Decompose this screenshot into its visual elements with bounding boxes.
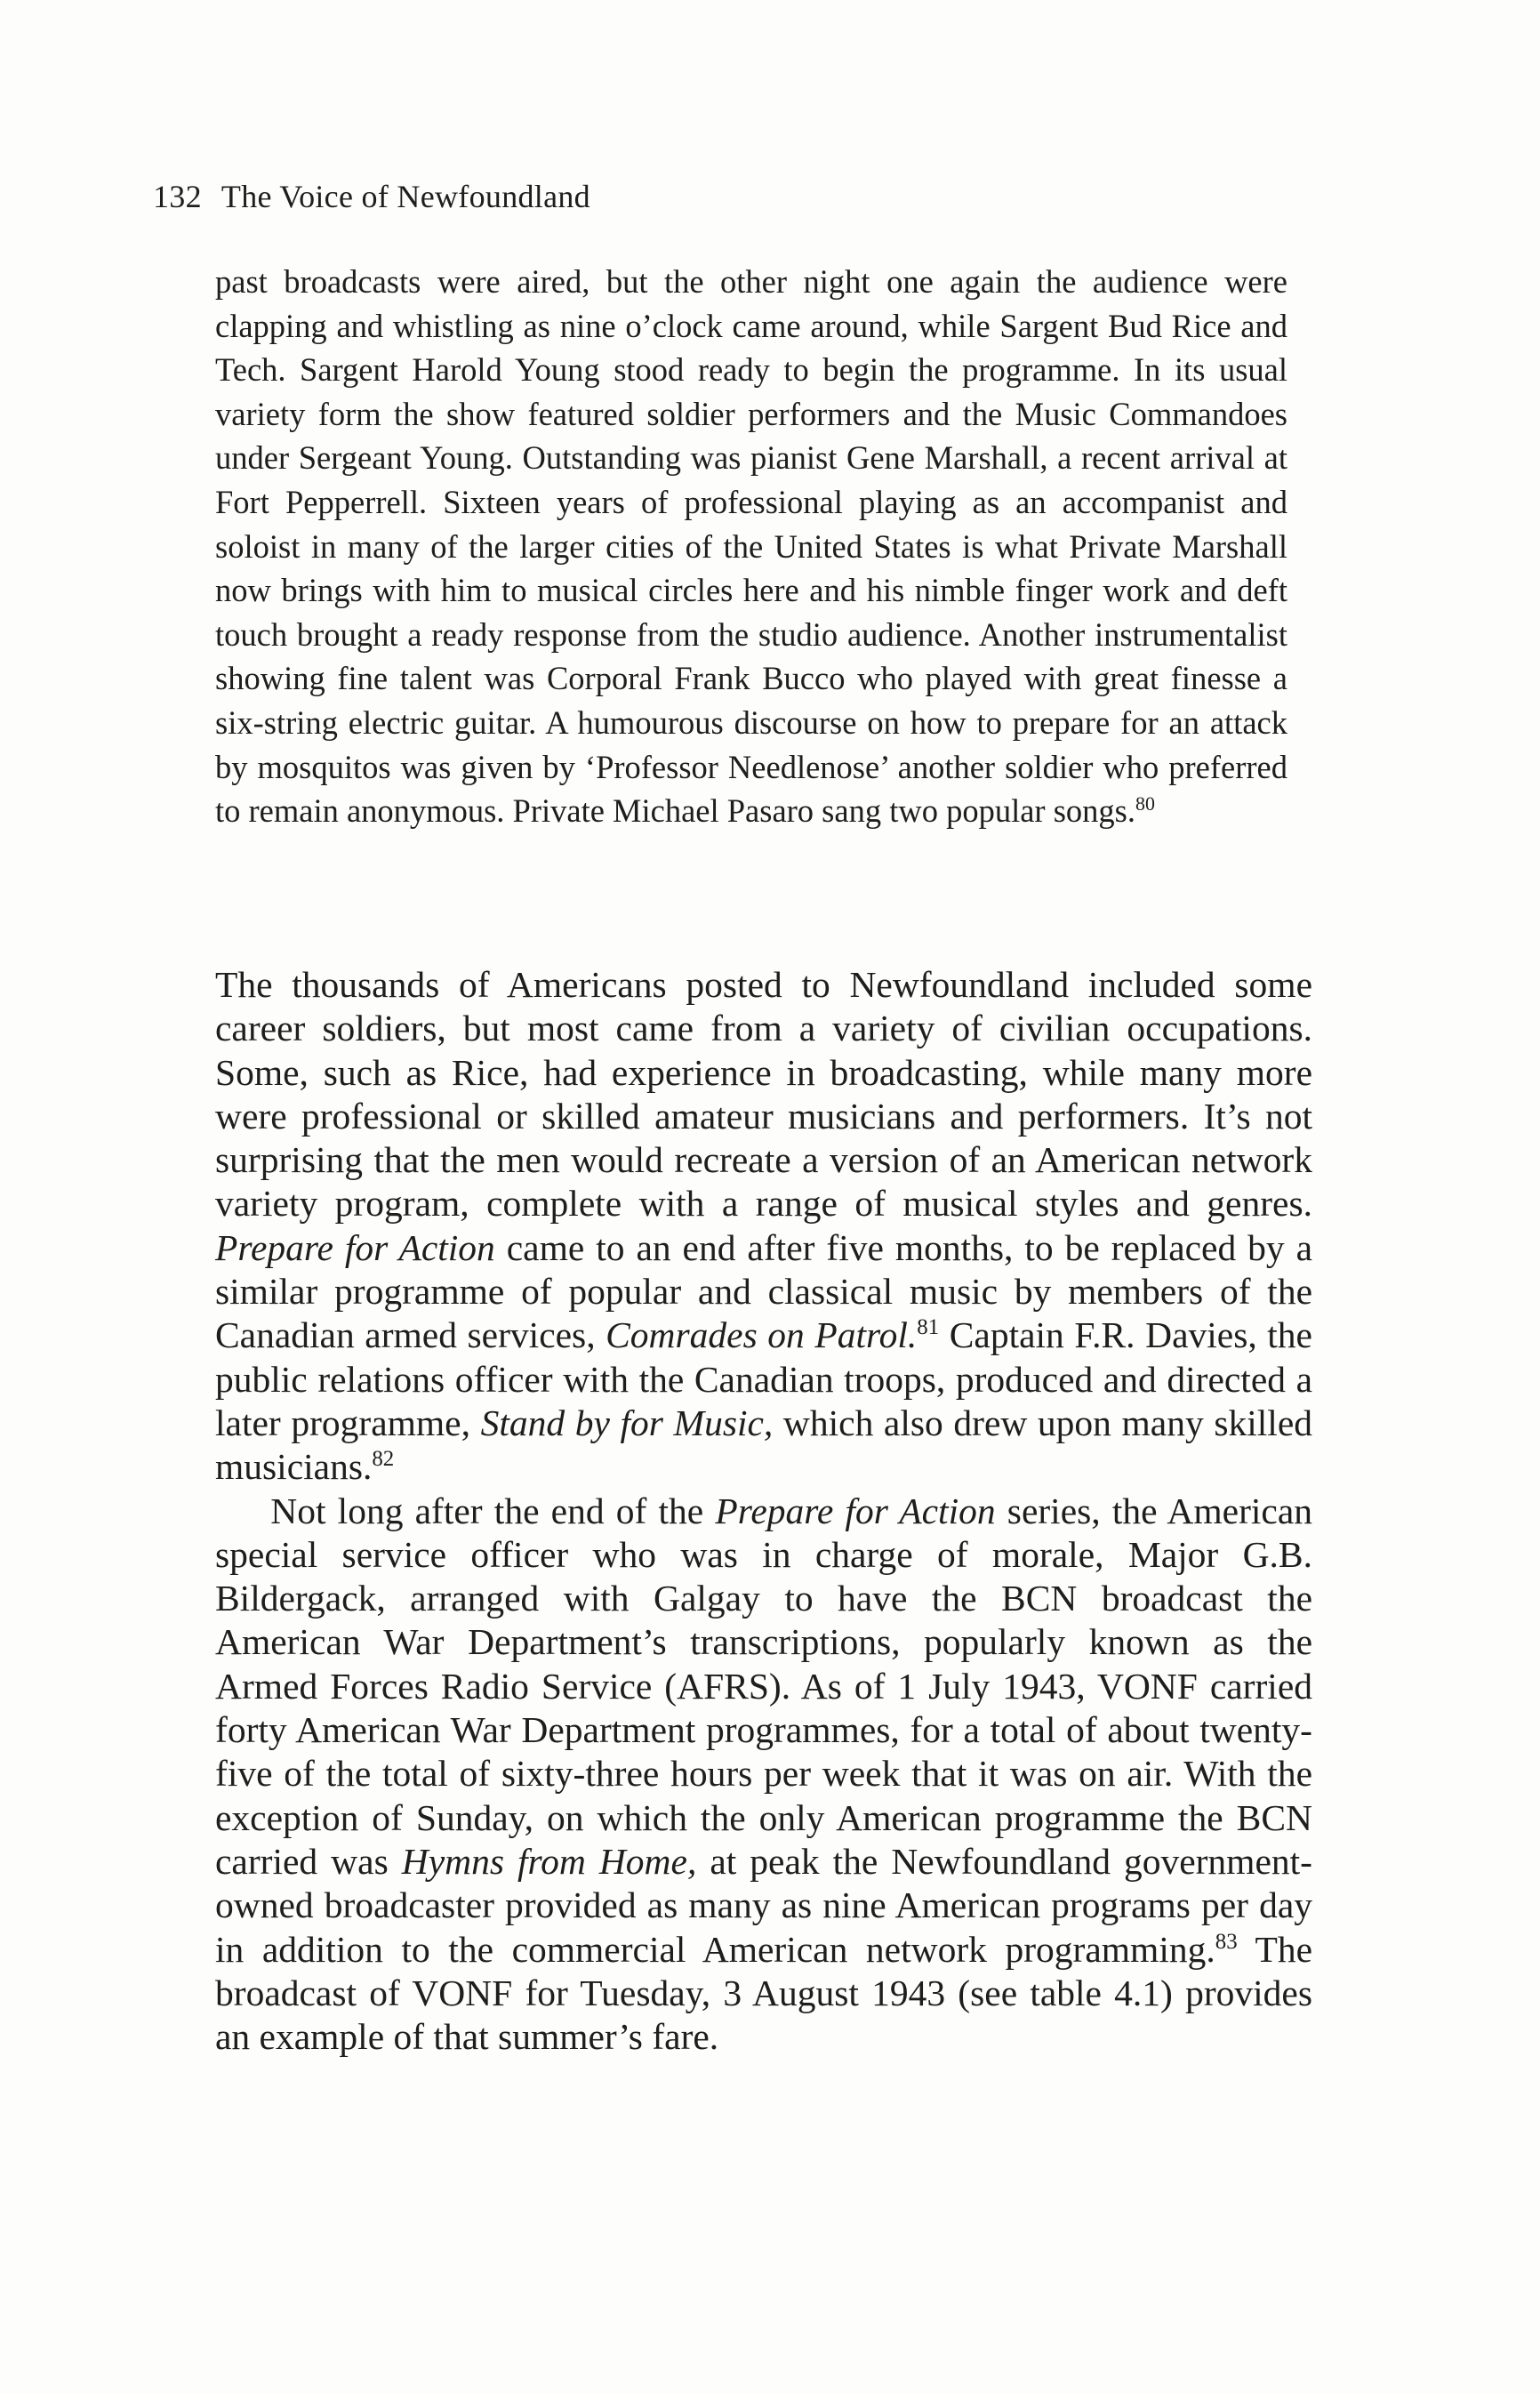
paragraph: [215, 963, 1312, 1490]
block-quote: [215, 260, 1287, 833]
paragraph-text: series, the American special service officer who was in charge of morale, Major G.B. Bildergack, arranged with Galgay to have the BCN broadcast the American War Department’s transcriptions, popularly known as the Armed Forces Radio Service (AFRS). As of 1 July 1943, VONF carried forty American War Department programmes, for a total of about twenty-five of the total of sixty-three hours per week that it was on air. With the exception of Sunday, on which the only American programme the BCN carried was: [215, 1490, 1313, 1882]
footnote-ref-82: 82: [372, 1447, 395, 1472]
programme-title: Prepare for Action: [215, 1226, 495, 1268]
paragraph-text: The thousands of Americans posted to Newfoundland included some career soldiers, but most came from a variety of civilian occupations. Some, such as Rice, had experience in broadcasting, while many more were professional or skilled amateur musicians and performers. It’s not surprising that the men would recreate a version of an American network variety program, complete with a range of musical styles and genres.: [215, 964, 1312, 1225]
programme-title: Hymns from Home,: [401, 1840, 697, 1882]
programme-title: Prepare for Action: [715, 1490, 996, 1531]
footnote-ref-83: 83: [1215, 1929, 1238, 1954]
paragraph-text: which also drew upon many skilled musicians.: [215, 1402, 1312, 1488]
page-number: 132: [153, 179, 202, 214]
running-head: [153, 178, 590, 215]
quote-text: past broadcasts were aired, but the other night one again the audience were clapping and whistling as nine o’clock came around, while Sargent Bud Rice and Tech. Sargent Harold Young stood ready to begin the programme. In its usual variety form the show featured soldier performers and the Music Commandoes under Sergeant Young. Outstanding was pianist Gene Marshall, a recent arrival at Fort Pepperrell. Sixteen years of professional playing as an accompanist and soloist in many of the larger cities of the United States is what Private Marshall now brings with him to musical circles here and his nimble finger work and deft touch brought a ready response from the studio audience. Another instrumentalist showing fine talent was Corporal Frank Bucco who played with great finesse a six-string electric guitar. A humourous discourse on how to prepare for an attack by mosquitos was given by ‘Professor Needlenose’ another soldier who preferred to remain anonymous. Private Michael Pasaro sang two popular songs.: [215, 263, 1287, 830]
footnote-ref-81: 81: [917, 1315, 940, 1340]
footnote-ref-80: 80: [1135, 791, 1155, 815]
programme-title: Stand by for Music,: [480, 1402, 774, 1443]
body-text: [215, 963, 1312, 2059]
paragraph: [215, 1490, 1312, 2060]
paragraph-text: at peak the Newfoundland government-owned broadcaster provided as many as nine American programs per day in addition to the commercial American network programming.: [215, 1840, 1312, 1970]
paragraph-text: came to an end after five months, to be replaced by a similar programme of popular and classical music by members of the Canadian armed services,: [215, 1226, 1313, 1356]
paragraph-text: Captain F.R. Davies, the public relations officer with the Canadian troops, produced and directed a later programme,: [215, 1314, 1312, 1443]
paragraph-text: The broadcast of VONF for Tuesday, 3 August 1943 (see table 4.1) provides an example of that summer’s fare.: [215, 1928, 1312, 2058]
programme-title: Comrades on Patrol.: [606, 1314, 918, 1356]
paragraph-text: Not long after the end of the: [270, 1490, 716, 1531]
book-title: The Voice of Newfoundland: [221, 179, 590, 214]
